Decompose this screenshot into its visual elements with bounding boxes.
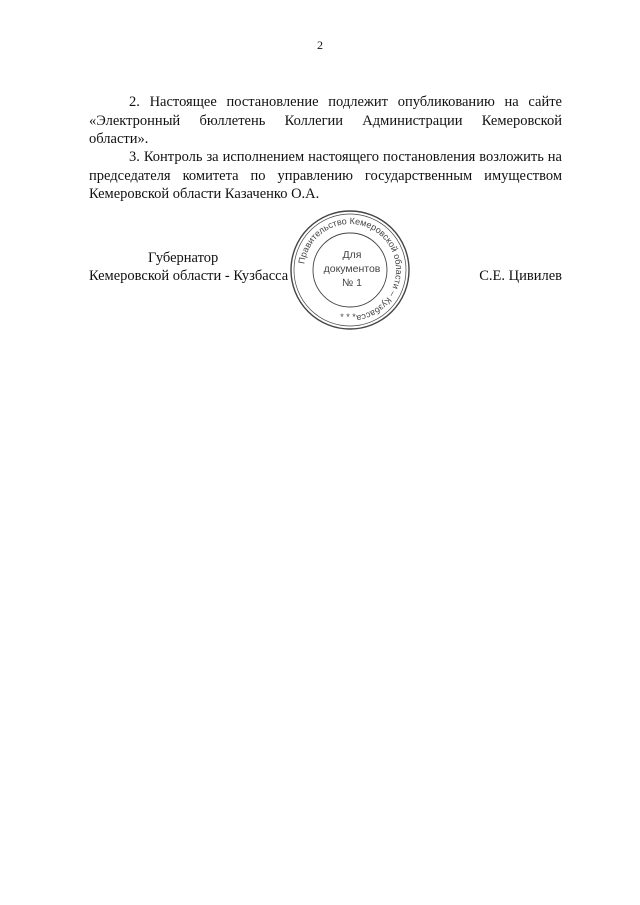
- paragraph-publication: 2. Настоящее постановление подлежит опубликованию на сайте «Электронный бюллетень Коллегии Администрации Кемеровской области».: [89, 94, 562, 147]
- signatory-title-line-1: Губернатор: [148, 250, 219, 266]
- seal-center-line-2: документов: [323, 263, 381, 275]
- official-seal: [288, 208, 412, 332]
- seal-center-line-1: Для: [342, 249, 362, 261]
- signatory-name: С.Е. Цивилев: [479, 268, 562, 284]
- seal-stars: * * *: [340, 312, 356, 322]
- seal-graphic: [288, 208, 412, 332]
- seal-center-line-3: № 1: [341, 277, 363, 289]
- paragraph-control: 3. Контроль за исполнением настоящего постановления возложить на председателя комитета по управлению государственным имуществом Кемеровской области Казаченко О.А.: [89, 149, 562, 202]
- signatory-title-line-2: Кемеровской области - Кузбасса: [89, 268, 289, 284]
- seal-ring-text: Правительство Кемеровской области – Кузбасса: [296, 215, 405, 324]
- page-number: 2: [317, 38, 323, 52]
